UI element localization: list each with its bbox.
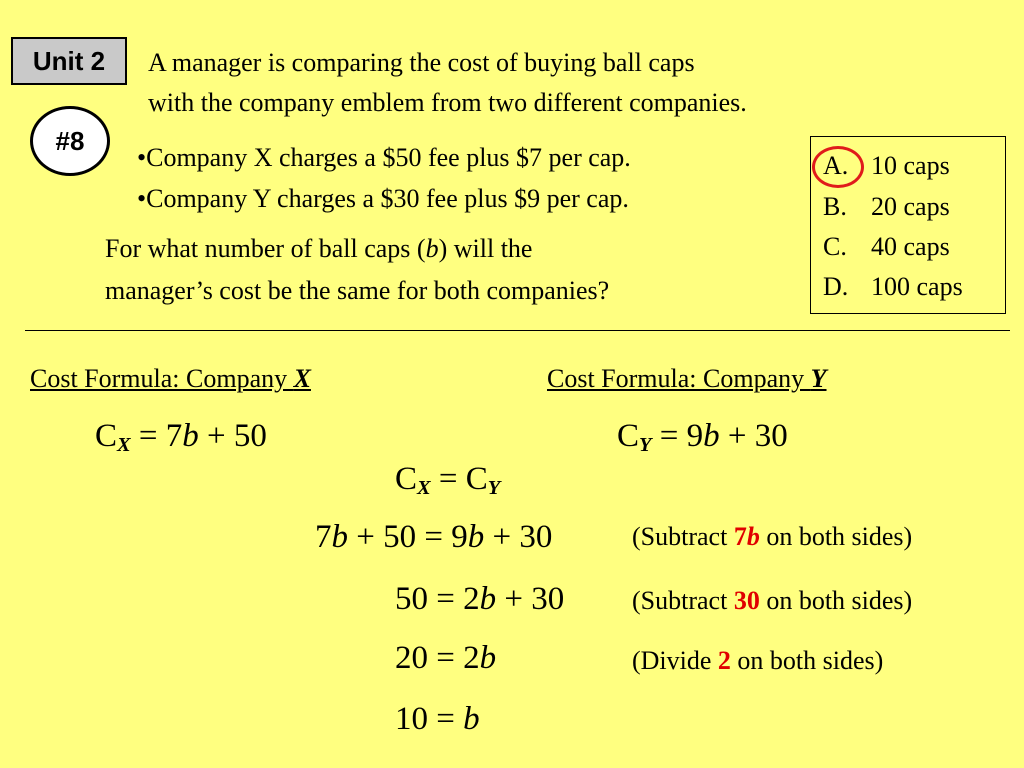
note-text: on both sides)	[730, 646, 884, 675]
step-4	[395, 700, 480, 738]
choice-letter: B.	[823, 192, 847, 221]
formula-eq: = 9	[651, 418, 704, 454]
note-text: on both sides)	[759, 586, 913, 615]
note-highlight: 7b	[733, 522, 760, 551]
step-part: 50 = 2	[395, 581, 480, 617]
formula-equate	[395, 460, 500, 498]
company-y-bullet: •Company Y charges a $30 fee plus $9 per cap.	[137, 184, 629, 213]
problem-intro-line-2: with the company emblem from two different companies.	[148, 88, 747, 117]
formula-sub: Y	[487, 477, 501, 500]
note-highlight: 2	[717, 646, 731, 675]
note-step-1	[632, 521, 912, 552]
note-text: (Divide	[632, 646, 718, 675]
step-var: b	[463, 701, 480, 737]
step-3	[395, 639, 496, 677]
formula-c: C	[617, 418, 640, 454]
note-step-3	[632, 645, 883, 676]
problem-intro-line-1: A manager is comparing the cost of buying ball caps	[148, 48, 695, 77]
unit-badge: Unit 2	[11, 37, 127, 85]
formula-sub: Y	[639, 434, 652, 457]
divider	[25, 330, 1010, 331]
step-var: b	[479, 581, 497, 617]
question-text-post: ) will the	[438, 234, 533, 263]
step-2	[395, 580, 564, 618]
formula-cy	[617, 417, 788, 455]
choice-d[interactable]	[823, 272, 963, 302]
formula-c: C	[395, 461, 418, 497]
heading-company-y	[547, 363, 827, 394]
heading-y-var: Y	[810, 364, 827, 393]
correct-answer-circle	[812, 146, 864, 188]
heading-y-text: Cost Formula: Company	[547, 364, 811, 393]
step-var: b	[331, 519, 348, 555]
formula-c: C	[95, 418, 118, 454]
problem-number-badge: #8	[30, 106, 110, 176]
choice-text: 10 caps	[871, 151, 950, 180]
choice-letter: D.	[823, 272, 849, 301]
formula-var: b	[703, 418, 720, 454]
step-var: b	[479, 640, 497, 676]
question-line-1	[105, 233, 532, 264]
step-part: + 50 = 9	[348, 519, 468, 555]
choice-b[interactable]	[823, 192, 950, 222]
note-step-2	[632, 585, 912, 616]
formula-eq: = 7	[130, 418, 183, 454]
step-part: 7	[315, 519, 332, 555]
step-part: 20 = 2	[395, 640, 480, 676]
formula-rest: + 50	[198, 418, 267, 454]
choice-letter: A.	[823, 151, 849, 180]
question-variable: b	[425, 234, 439, 263]
heading-x-text: Cost Formula: Company	[30, 364, 294, 393]
note-text: on both sides)	[759, 522, 913, 551]
choice-text: 100 caps	[871, 272, 963, 301]
formula-cx	[95, 417, 267, 455]
note-text: (Subtract	[632, 586, 734, 615]
step-part: 10 =	[395, 701, 464, 737]
formula-sub: X	[417, 477, 431, 500]
step-part: + 30	[496, 581, 565, 617]
formula-eq: = C	[430, 461, 488, 497]
choice-c[interactable]	[823, 232, 950, 262]
step-1	[315, 518, 552, 556]
note-text: (Subtract	[632, 522, 734, 551]
choice-letter: C.	[823, 232, 847, 261]
question-line-2: manager’s cost be the same for both companies?	[105, 276, 610, 305]
step-var: b	[467, 519, 485, 555]
formula-rest: + 30	[719, 418, 788, 454]
formula-var: b	[182, 418, 199, 454]
choice-text: 20 caps	[871, 192, 950, 221]
note-highlight: 30	[733, 586, 760, 615]
company-x-bullet: •Company X charges a $50 fee plus $7 per cap.	[137, 143, 631, 172]
heading-company-x	[30, 363, 311, 394]
formula-sub: X	[117, 434, 131, 457]
heading-x-var: X	[293, 364, 311, 393]
question-text-pre: For what number of ball caps (	[105, 234, 426, 263]
step-part: + 30	[484, 519, 553, 555]
choice-text: 40 caps	[871, 232, 950, 261]
